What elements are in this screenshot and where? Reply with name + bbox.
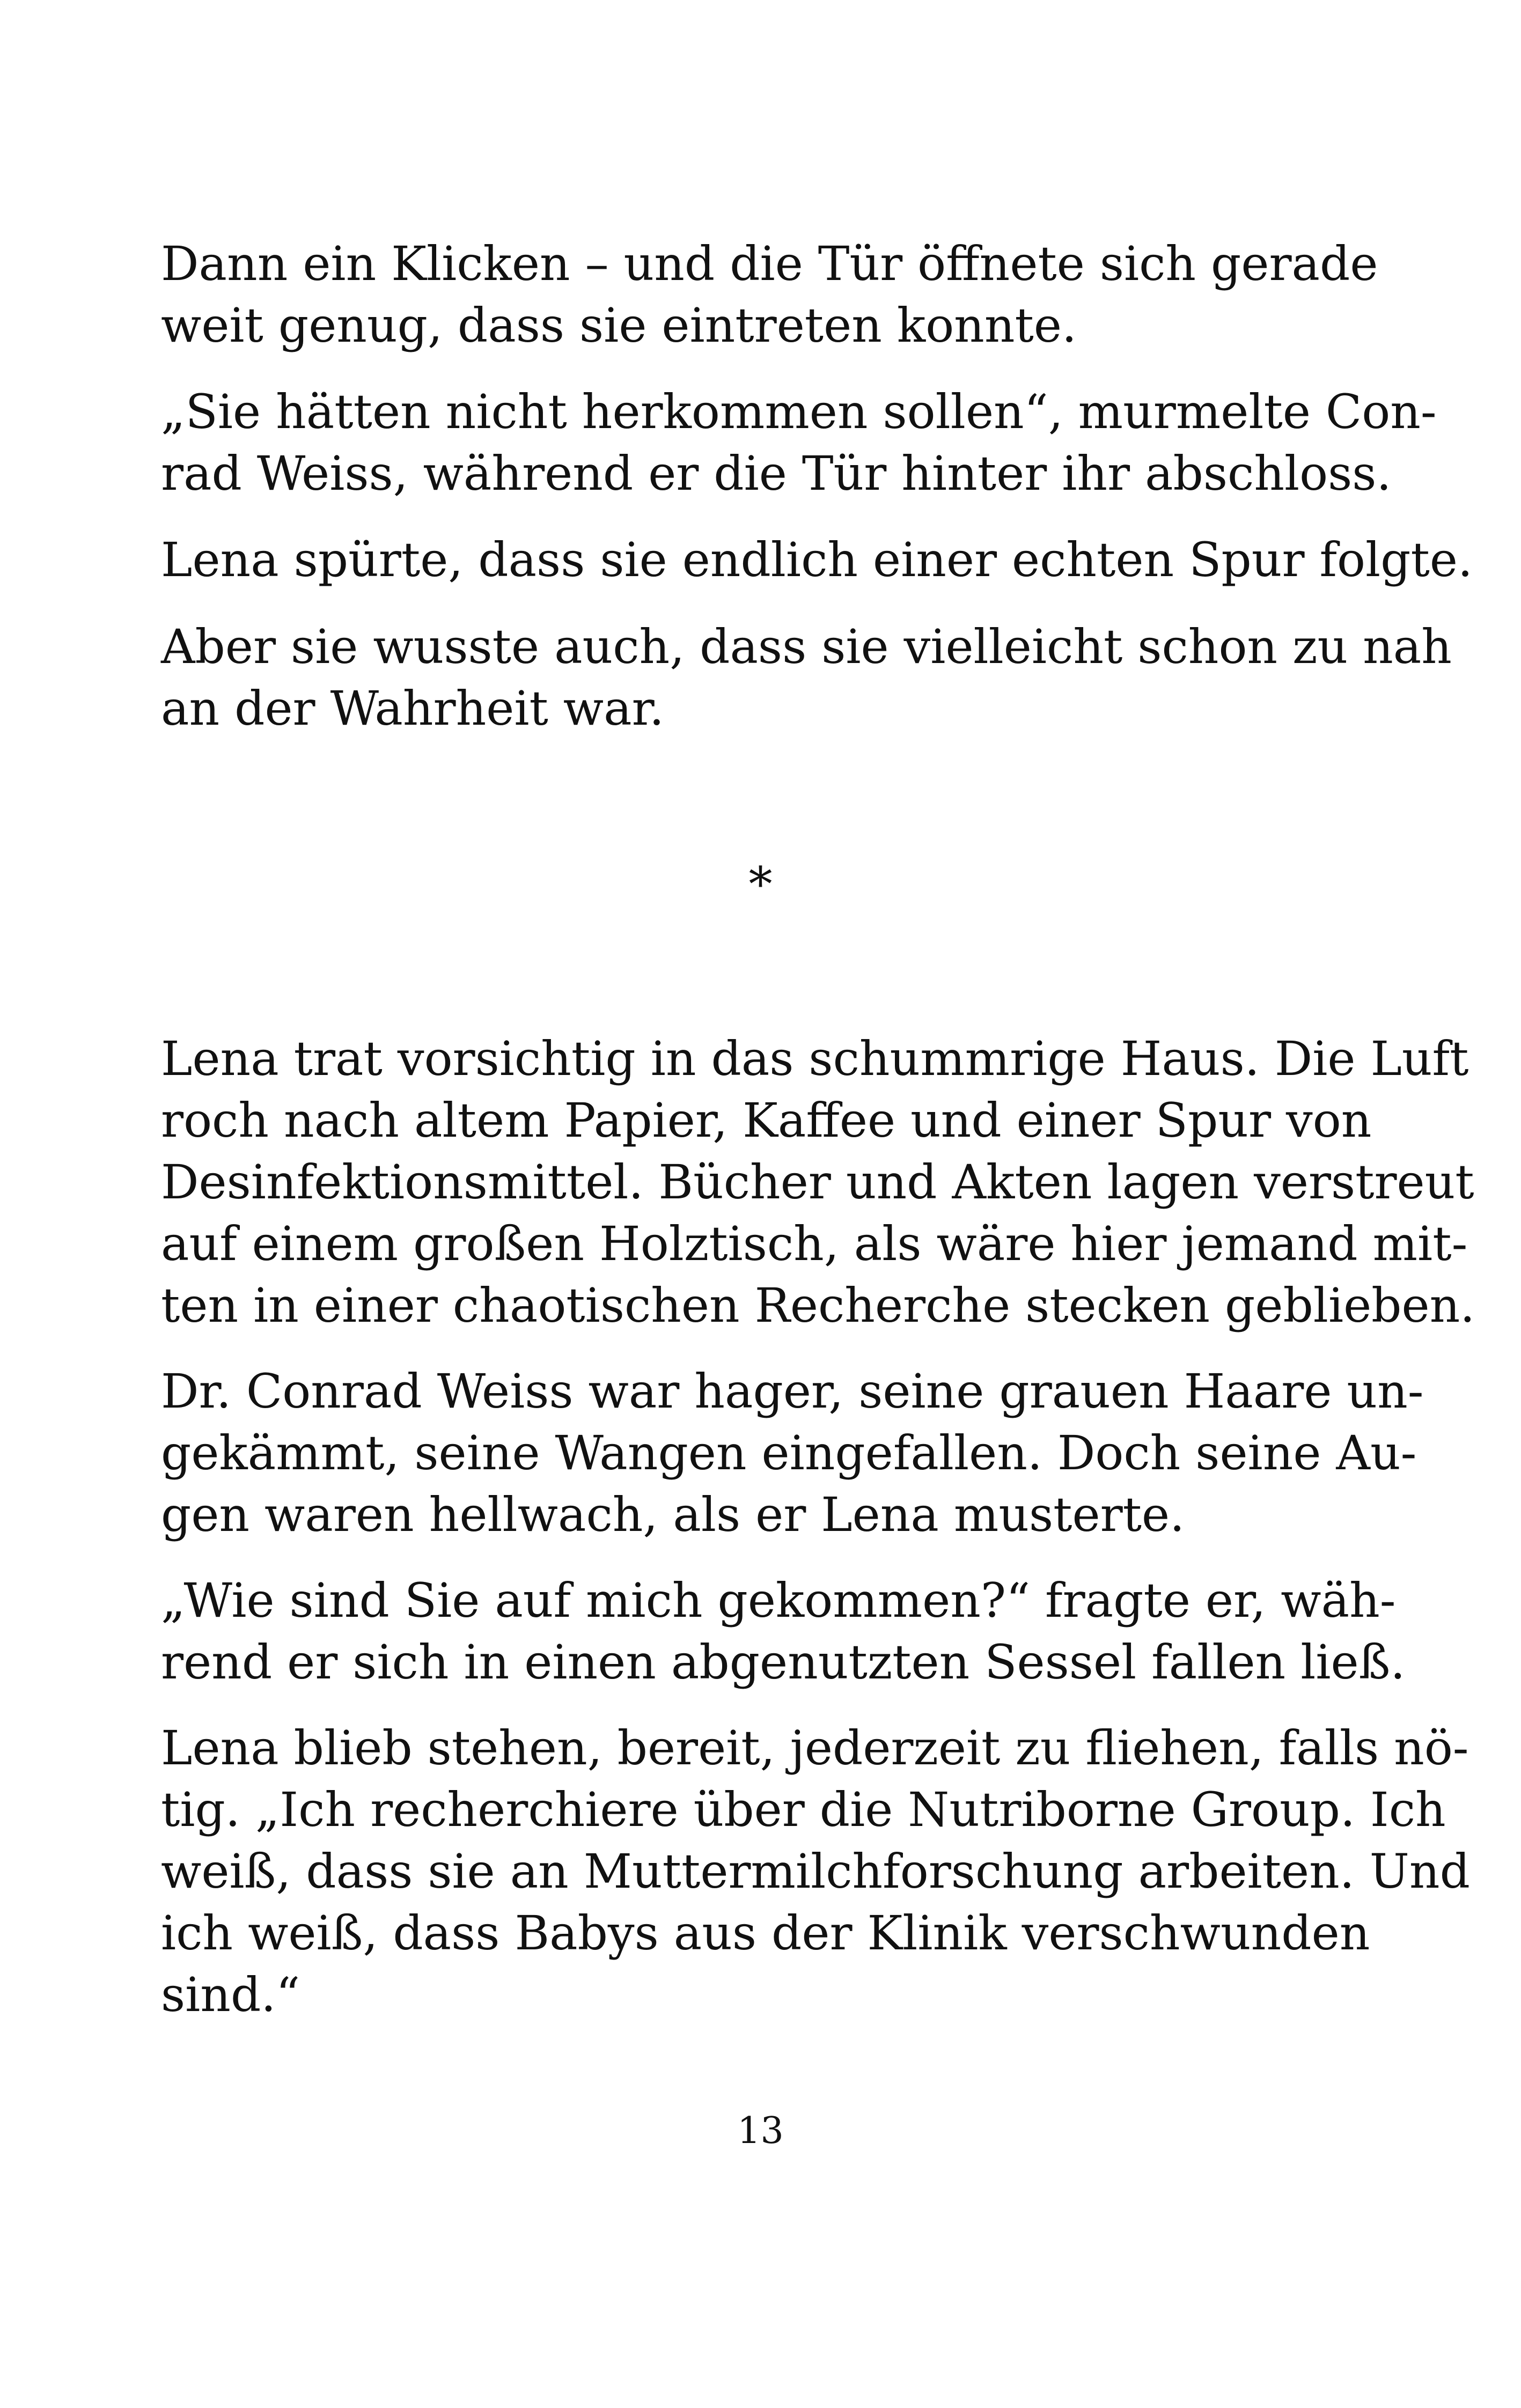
text-line: „Wie sind Sie auf mich gekommen?“ fragte er, wäh- (161, 1573, 1396, 1628)
text-line: weiß, dass sie an Muttermilchforschung arbeiten. Und (161, 1844, 1470, 1899)
text-line: ich weiß, dass Babys aus der Klinik verschwunden (161, 1905, 1370, 1961)
text-line: ten in einer chaotischen Recherche stecken geblieben. (161, 1278, 1475, 1333)
text-line: Lena spürte, dass sie endlich einer echten Spur folgte. (161, 532, 1473, 587)
text-line: tig. „Ich recherchiere über die Nutriborne Group. Ich (161, 1782, 1446, 1837)
text-line: auf einem großen Holztisch, als wäre hier jemand mit- (161, 1216, 1468, 1271)
text-line: rad Weiss, während er die Tür hinter ihr abschloss. (161, 446, 1392, 501)
text-line: weit genug, dass sie eintreten konnte. (161, 298, 1077, 353)
text-line: roch nach altem Papier, Kaffee und einer Spur von (161, 1093, 1372, 1148)
text-line: Aber sie wusste auch, dass sie vielleicht schon zu nah (161, 619, 1452, 674)
text-line: an der Wahrheit war. (161, 681, 664, 736)
text-line: gen waren hellwach, als er Lena musterte. (161, 1487, 1185, 1542)
scene-separator: * (748, 857, 773, 912)
page-number: 13 (737, 2110, 784, 2152)
text-line: sind.“ (161, 1967, 300, 2022)
text-line: „Sie hätten nicht herkommen sollen“, murmelte Con- (161, 384, 1437, 439)
text-line: Lena trat vorsichtig in das schummrige Haus. Die Luft (161, 1031, 1469, 1086)
text-line: Lena blieb stehen, bereit, jederzeit zu fliehen, falls nö- (161, 1720, 1469, 1776)
text-line: Dann ein Klicken – und die Tür öffnete sich gerade (161, 236, 1378, 291)
text-line: rend er sich in einen abgenutzten Sessel fallen ließ. (161, 1634, 1406, 1690)
text-line: Desinfektionsmittel. Bücher und Akten lagen verstreut (161, 1154, 1474, 1210)
text-line: Dr. Conrad Weiss war hager, seine grauen Haare un- (161, 1364, 1424, 1419)
text-line: gekämmt, seine Wangen eingefallen. Doch seine Au- (161, 1425, 1417, 1481)
